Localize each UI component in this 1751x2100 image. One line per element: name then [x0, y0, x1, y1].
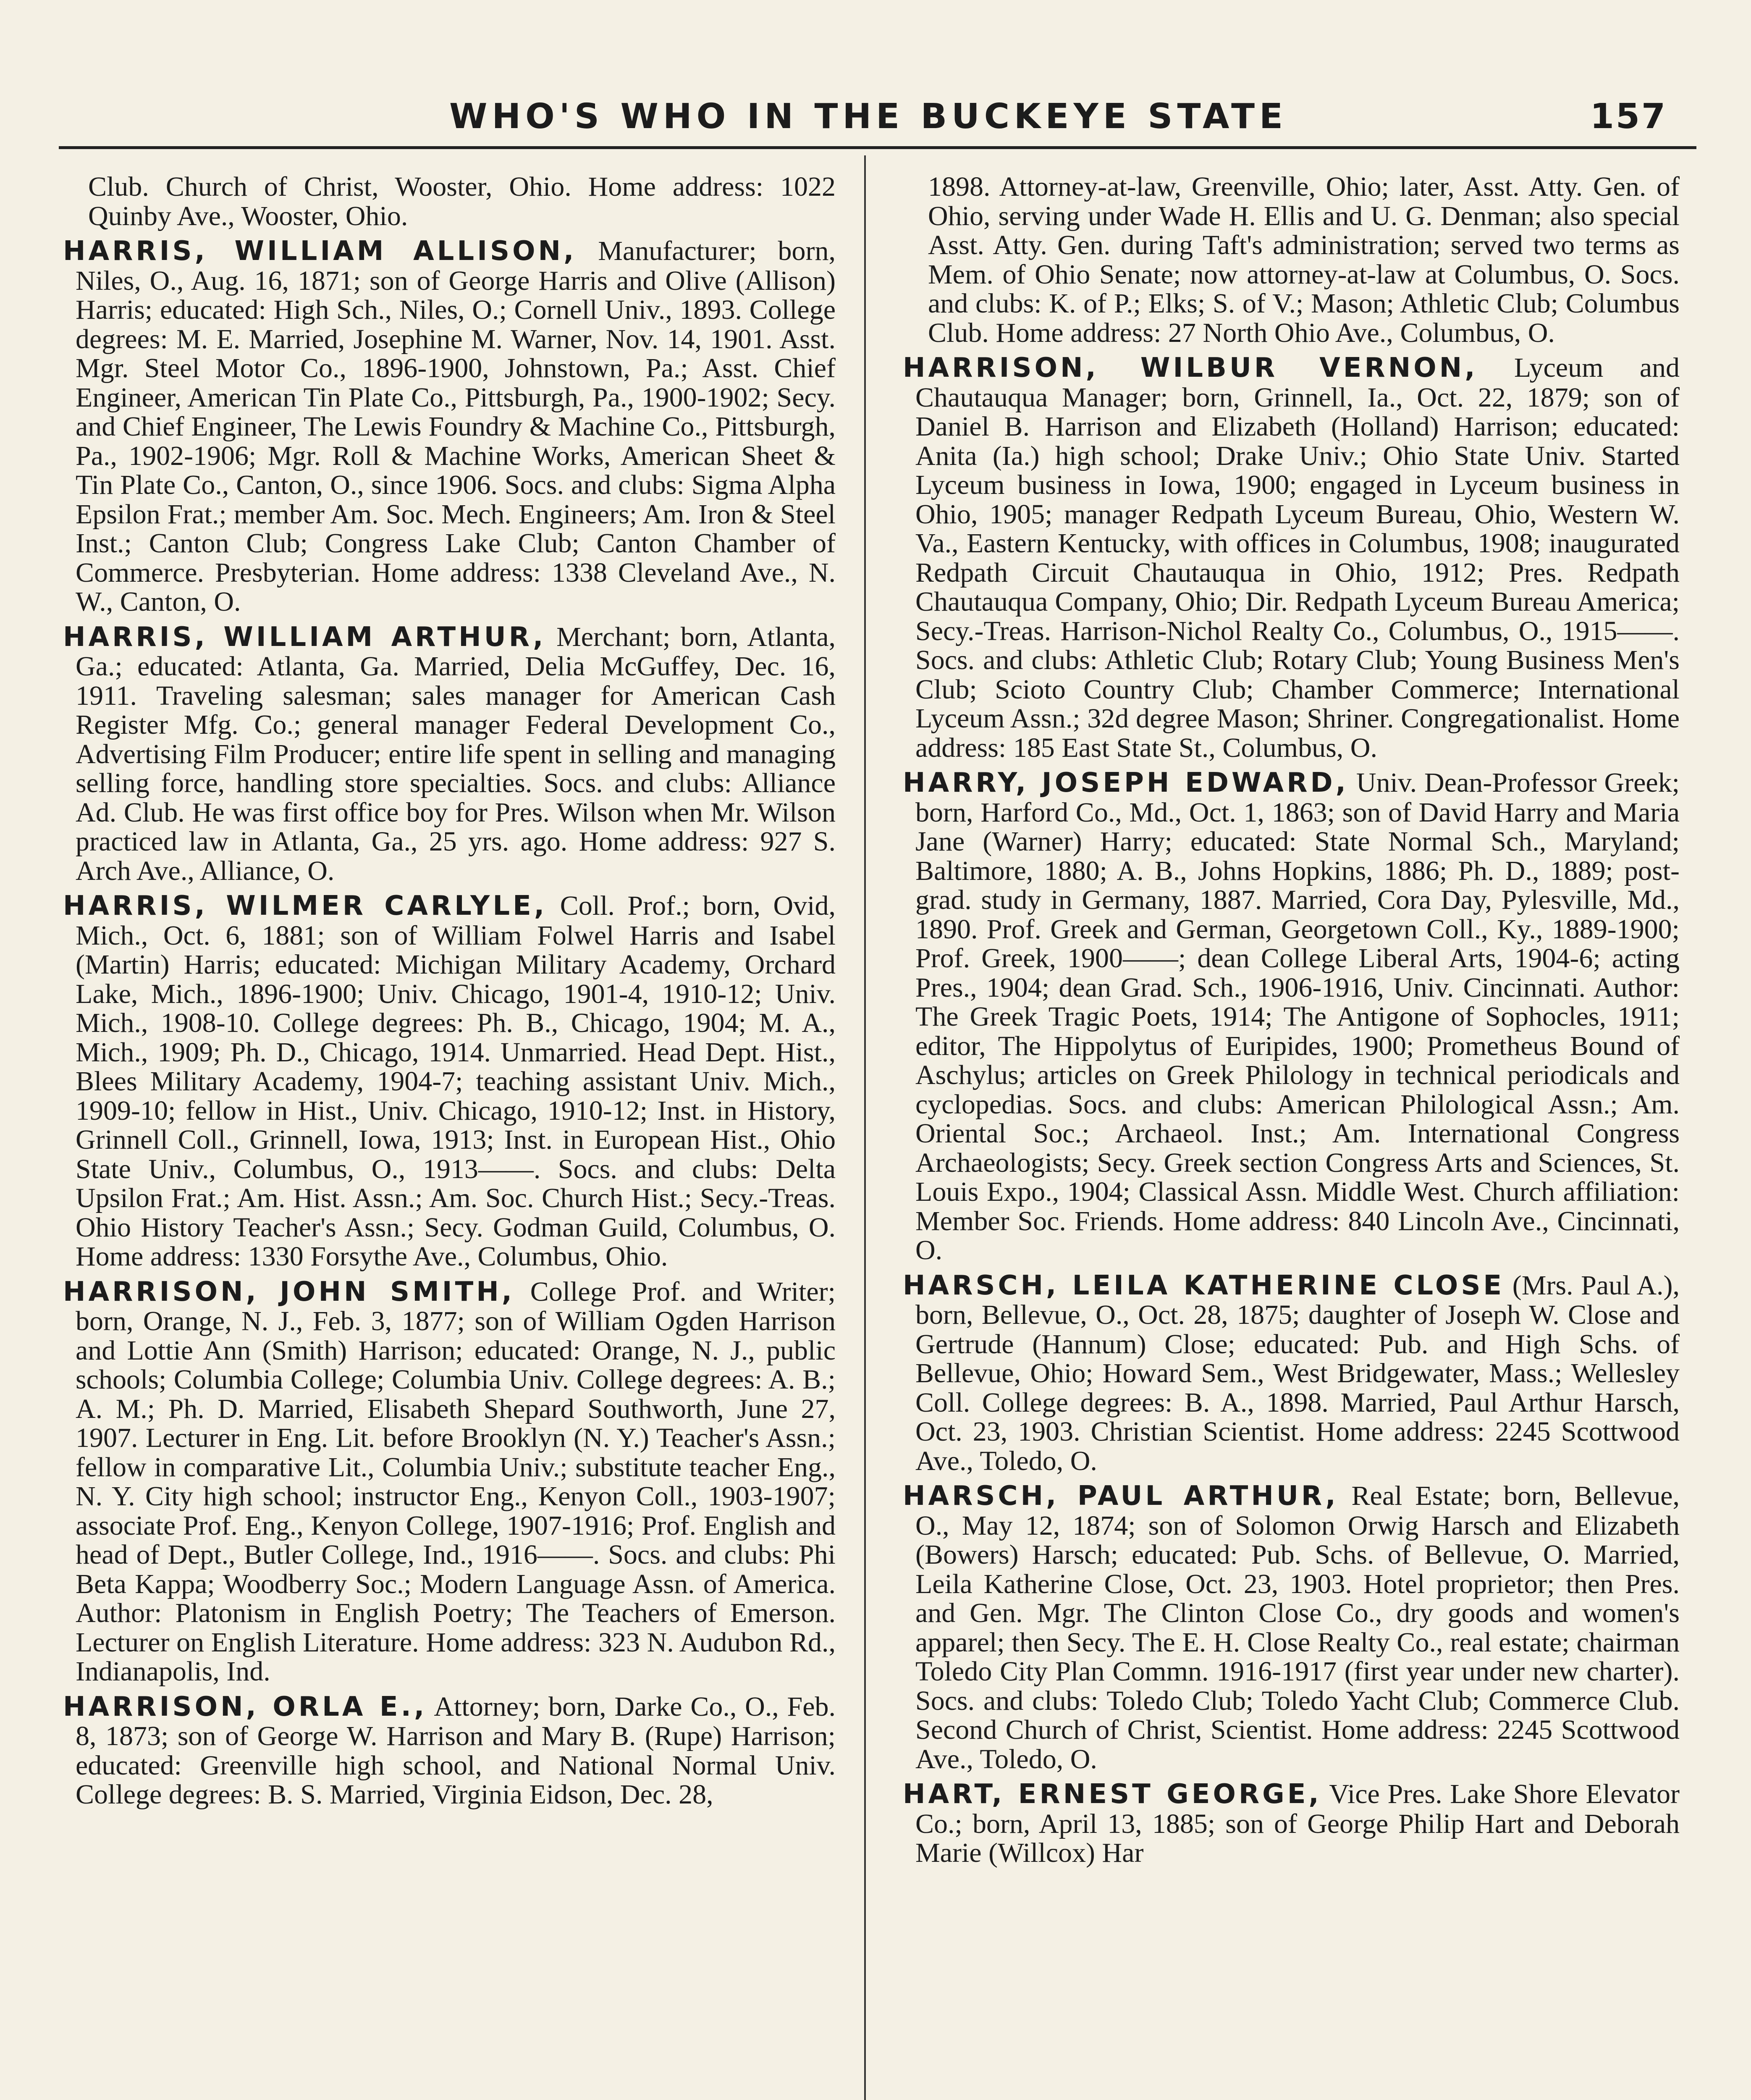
entry-name: HARRISON, JOHN SMITH,: [63, 1276, 515, 1307]
entry-text: Vice Pres. Lake Shore Elevator Co.; born, April 13, 1885; son of George Philip Hart and Deborah Marie (Willcox) Har: [915, 1779, 1680, 1868]
biography-entry: [890, 353, 1680, 762]
biography-entry: [50, 891, 836, 1271]
biography-entry: [890, 768, 1680, 1265]
biography-entry: [50, 236, 836, 617]
left-column: [50, 172, 836, 2100]
biography-entry: [890, 1780, 1680, 1868]
entry-text: Manufacturer; born, Niles, O., Aug. 16, 1871; son of George Harris and Olive (Allison) Harris; educated: High Sch., Niles, O.; Cornell Univ., 1893. College degrees: M. E. Married, Josephine M. Warner, Nov. 14, 1901. Asst. Mgr. Steel Motor Co., 1896-1900, Johnstown, Pa.; Asst. Chief Engineer, American Tin Plate Co., Pittsburgh, Pa., 1900-1902; Secy. and Chief Engineer, The Lewis Foundry & Machine Co., Pittsburgh, Pa., 1902-1906; Mgr. Roll & Machine Works, American Sheet & Tin Plate Co., Canton, O., since 1906. Socs. and clubs: Sigma Alpha Epsilon Frat.; member Am. Soc. Mech. Engineers; Am. Iron & Steel Inst.; Canton Club; Congress Lake Club; Canton Chamber of Commerce. Presbyterian. Home address: 1338 Cleveland Ave., N. W., Canton, O.: [76, 236, 836, 617]
header-rule: [59, 146, 1696, 149]
entry-text: Merchant; born, Atlanta, Ga.; educated: Atlanta, Ga. Married, Delia McGuffey, Dec. 16, 1911. Traveling salesman; sales manager for American Cash Register Mfg. Co.; general manager Federal Development Co., Advertising Film Producer; entire life spent in selling and managing selling force, handling store specialties. Socs. and clubs: Alliance Ad. Club. He was first office boy for Pres. Wilson when Mr. Wilson practiced law in Atlanta, Ga., 25 yrs. ago. Home address: 927 S. Arch Ave., Alliance, O.: [76, 621, 836, 886]
entry-text: Coll. Prof.; born, Ovid, Mich., Oct. 6, 1881; son of William Folwel Harris and Isabel (Martin) Harris; educated: Michigan Military Academy, Orchard Lake, Mich., 1896-1900; Univ. Chicago, 1901-4, 1910-12; Univ. Mich., 1908-10. College degrees: Ph. B., Chicago, 1904; M. A., Mich., 1909; Ph. D., Chicago, 1914. Unmarried. Head Dept. Hist., Blees Military Academy, 1904-7; teaching assistant Univ. Mich., 1909-10; fellow in Hist., Univ. Chicago, 1910-12; Inst. in History, Grinnell Coll., Grinnell, Iowa, 1913; Inst. in European Hist., Ohio State Univ., Columbus, O., 1913——. Socs. and clubs: Delta Upsilon Frat.; Am. Hist. Assn.; Am. Soc. Church Hist.; Secy.-Treas. Ohio History Teacher's Assn.; Secy. Godman Guild, Columbus, O. Home address: 1330 Forsythe Ave., Columbus, Ohio.: [76, 890, 836, 1272]
entry-text: Univ. Dean-Professor Greek; born, Harford Co., Md., Oct. 1, 1863; son of David Harry and Maria Jane (Warner) Harry; educated: State Normal Sch., Maryland; Baltimore, 1880; A. B., Johns Hopkins, 1886; Ph. D., 1889; post-grad. study in Germany, 1887. Married, Cora Day, Pylesville, Md., 1890. Prof. Greek and German, Georgetown Coll., Ky., 1889-1900; Prof. Greek, 1900——; dean College Liberal Arts, 1904-6; acting Pres., 1904; dean Grad. Sch., 1906-1916, Univ. Cincinnati. Author: The Greek Tragic Poets, 1914; The Antigone of Sophocles, 1911; editor, The Hippolytus of Euripides, 1900; Prometheus Bound of Aschylus; articles on Greek Philology in technical periodicals and cyclopedias. Socs. and clubs: American Philological Assn.; Am. Oriental Soc.; Archaeol. Inst.; Am. International Congress Archaeologists; Secy. Greek section Congress Arts and Sciences, St. Louis Expo., 1904; Classical Assn. Middle West. Church affiliation: Member Soc. Friends. Home address: 840 Lincoln Ave., Cincinnati, O.: [915, 767, 1680, 1265]
right-column: [890, 172, 1680, 2100]
biography-entry: [50, 622, 836, 886]
biography-entry: [50, 1692, 836, 1809]
continuation-text: 1898. Attorney-at-law, Greenville, Ohio; later, Asst. Atty. Gen. of Ohio, serving under Wade H. Ellis and U. G. Denman; also special Asst. Atty. Gen. during Taft's administration; served two terms as Mem. of Ohio Senate; now attorney-at-law at Columbus, O. Socs. and clubs: K. of P.; Elks; S. of V.; Mason; Athletic Club; Columbus Club. Home address: 27 North Ohio Ave., Columbus, O.: [928, 172, 1680, 348]
running-header: [55, 92, 1692, 147]
biography-entry: [50, 1277, 836, 1686]
entry-name: HARRIS, WILLIAM ARTHUR,: [63, 621, 546, 653]
continuation-text: Club. Church of Christ, Wooster, Ohio. Home address: 1022 Quinby Ave., Wooster, Ohio.: [88, 172, 836, 231]
entry-name: HARRIS, WILMER CARLYLE,: [63, 890, 548, 921]
entry-name: HART, ERNEST GEORGE,: [903, 1779, 1322, 1810]
entry-name: HARRIS, WILLIAM ALLISON,: [63, 236, 577, 267]
entry-name: HARRISON, ORLA E.,: [63, 1691, 427, 1722]
entry-text: (Mrs. Paul A.), born, Bellevue, O., Oct. 28, 1875; daughter of Joseph W. Close and Gertrude (Hannum) Close; educated: Pub. and High Schs. of Bellevue, Ohio; Howard Sem., West Bridgewater, Mass.; Wellesley Coll. College degrees: B. A., 1898. Married, Paul Arthur Harsch, Oct. 23, 1903. Christian Scientist. Home address: 2245 Scottwood Ave., Toledo, O.: [915, 1270, 1680, 1476]
entry-name: HARSCH, LEILA KATHERINE CLOSE: [903, 1270, 1505, 1301]
entry-name: HARSCH, PAUL ARTHUR,: [903, 1480, 1339, 1512]
column-divider: [864, 155, 866, 2100]
biography-entry: [890, 1481, 1680, 1774]
entry-name: HARRY, JOSEPH EDWARD,: [903, 767, 1349, 798]
page-number: 157: [1590, 97, 1667, 136]
running-title: WHO'S WHO IN THE BUCKEYE STATE: [449, 97, 1288, 136]
entry-name: HARRISON, WILBUR VERNON,: [903, 352, 1478, 383]
biography-entry: [890, 1271, 1680, 1476]
entry-text: College Prof. and Writer; born, Orange, N. J., Feb. 3, 1877; son of William Ogden Harrison and Lottie Ann (Smith) Harrison; educated: Orange, N. J., public schools; Columbia College; Columbia Univ. College degrees: A. B.; A. M.; Ph. D. Married, Elisabeth Shepard Southworth, June 27, 1907. Lecturer in Eng. Lit. before Brooklyn (N. Y.) Teacher's Assn.; fellow in comparative Lit., Columbia Univ.; substitute teacher Eng., N. Y. City high school; instructor Eng., Kenyon Coll., 1903-1907; associate Prof. Eng., Kenyon College, 1907-1916; Prof. English and head of Dept., Butler College, Ind., 1916——. Socs. and clubs: Phi Beta Kappa; Woodberry Soc.; Modern Language Assn. of America. Author: Platonism in English Poetry; The Teachers of Emerson. Lecturer on English Literature. Home address: 323 N. Audubon Rd., Indianapolis, Ind.: [76, 1276, 836, 1687]
entry-text: Lyceum and Chautauqua Manager; born, Grinnell, Ia., Oct. 22, 1879; son of Daniel B. Harrison and Elizabeth (Holland) Harrison; educated: Anita (Ia.) high school; Drake Univ.; Ohio State Univ. Started Lyceum business in Iowa, 1900; engaged in Lyceum business in Ohio, 1905; manager Redpath Lyceum Bureau, Ohio, Western W. Va., Eastern Kentucky, with offices in Columbus, 1908; inaugurated Redpath Circuit Chautauqua in Ohio, 1912; Pres. Redpath Chautauqua Company, Ohio; Dir. Redpath Lyceum Bureau America; Secy.-Treas. Harrison-Nichol Realty Co., Columbus, O., 1915——. Socs. and clubs: Athletic Club; Rotary Club; Young Business Men's Club; Scioto Country Club; Chamber Commerce; International Lyceum Assn.; 32d degree Mason; Shriner. Congregationalist. Home address: 185 East State St., Columbus, O.: [915, 352, 1680, 763]
entry-text: Attorney; born, Darke Co., O., Feb. 8, 1873; son of George W. Harrison and Mary B. (Rupe) Harrison; educated: Greenville high school, and National Normal Univ. College degrees: B. S. Married, Virginia Eidson, Dec. 28,: [76, 1691, 836, 1810]
entry-text: Real Estate; born, Bellevue, O., May 12, 1874; son of Solomon Orwig Harsch and Elizabeth (Bowers) Harsch; educated: Pub. Schs. of Bellevue, O. Married, Leila Katherine Close, Oct. 23, 1903. Hotel proprietor; then Pres. and Gen. Mgr. The Clinton Close Co., dry goods and women's apparel; then Secy. The E. H. Close Realty Co., real estate; chairman Toledo City Plan Commn. 1916-1917 (first year under new charter). Socs. and clubs: Toledo Club; Toledo Yacht Club; Commerce Club. Second Church of Christ, Scientist. Home address: 2245 Scottwood Ave., Toledo, O.: [915, 1480, 1680, 1774]
